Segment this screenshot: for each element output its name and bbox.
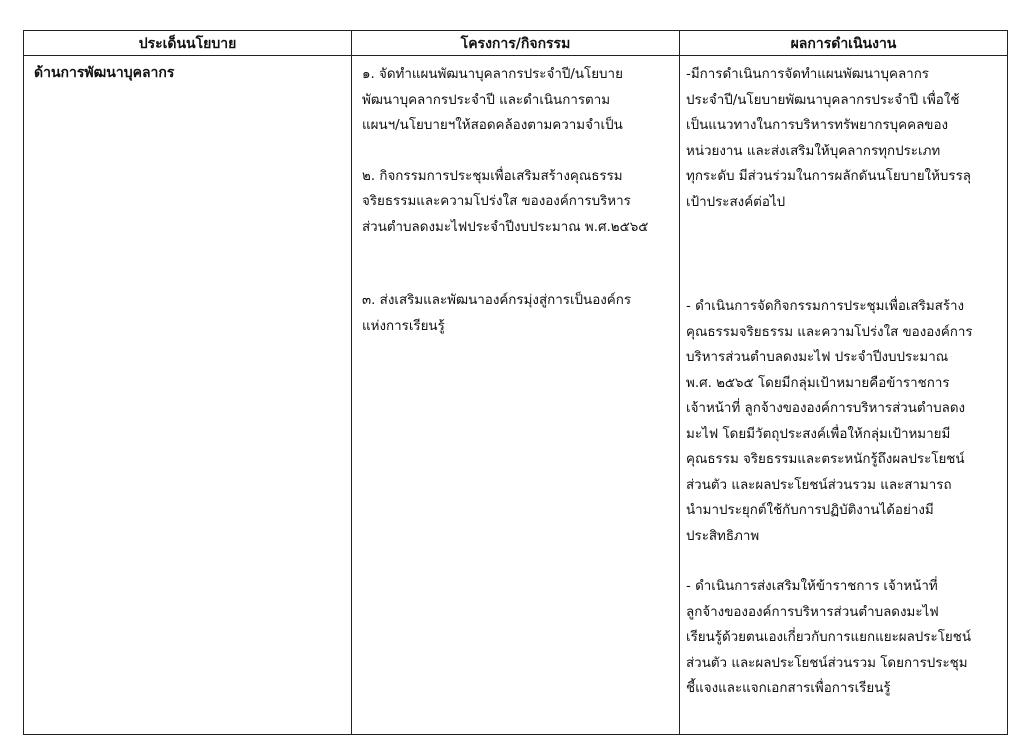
text-line: คุณธรรมจริยธรรม และความโปร่งใส ขององค์การ (686, 324, 973, 340)
text-line: ๑. จัดทำแผนพัฒนาบุคลากรประจำปี/นโยบาย (362, 67, 623, 82)
project-item-1 (362, 62, 673, 139)
text-line: ส่วนตำบลดงมะไฟประจำปีงบประมาณ พ.ศ.๒๕๖๕ (362, 219, 649, 235)
text-line: แผนฯ/นโยบายฯให้สอดคล้องตามความจำเป็น (362, 118, 623, 133)
text-line: - ดำเนินการส่งเสริมให้ข้าราชการ เจ้าหน้าที่ (686, 579, 938, 594)
text-line: เป็นแนวทางในการบริหารทรัพยากรบุคคลของ (686, 118, 949, 133)
text-line: - ดำเนินการจัดกิจกรรมการประชุมเพื่อเสริมสร้าง (686, 299, 965, 314)
text-line: ส่วนตัว และผลประโยชน์ส่วนรวม และสามารถ (686, 477, 952, 493)
projects-cell (352, 56, 680, 735)
text-line: แห่งการเรียนรู้ (362, 318, 445, 334)
text-line: เป้าประสงค์ต่อไป (686, 194, 786, 210)
text-line: ๓. ส่งเสริมและพัฒนาองค์กรมุ่งสู่การเป็นองค์กร (362, 293, 632, 308)
text-line: คุณธรรม จริยธรรมและตระหนักรู้ถึงผลประโยชน์ (686, 452, 965, 467)
text-line: เรียนรู้ด้วยตนเองเกี่ยวกับการแยกแยะผลประโยชน์ (686, 630, 971, 645)
text-line: จริยธรรมและความโปร่งใส ขององค์การบริหาร (362, 194, 631, 209)
project-item-3 (362, 288, 673, 339)
result-item-1 (686, 62, 1003, 215)
text-line: มะไฟ โดยมีวัตถุประสงค์เพื่อให้กลุ่มเป้าหมายมี (686, 426, 951, 442)
header-operation-results: ผลการดำเนินงาน (680, 31, 1008, 56)
header-projects-activities: โครงการ/กิจกรรม (352, 31, 680, 56)
text-line: ทุกระดับ มีส่วนร่วมในการผลักดันนโยบายให้บรรลุ (686, 169, 972, 184)
text-line: ส่วนตัว และผลประโยชน์ส่วนรวม โดยการประชุม (686, 655, 968, 671)
policy-name: ด้านการพัฒนาบุคลากร (34, 65, 175, 81)
project-item-2 (362, 164, 673, 241)
result-item-2 (686, 294, 1003, 549)
text-line: บริหารส่วนตำบลดงมะไฟ ประจำปีงบประมาณ (686, 350, 949, 365)
policy-cell (24, 56, 352, 735)
policy-results-table (23, 30, 1008, 735)
text-line: เจ้าหน้าที่ ลูกจ้างขององค์การบริหารส่วนตำบลดง (686, 401, 966, 416)
text-line: พ.ศ. ๒๕๖๕ โดยมีกลุ่มเป้าหมายคือข้าราชการ (686, 375, 950, 391)
text-line: ประสิทธิภาพ (686, 528, 760, 544)
text-line: พัฒนาบุคลากรประจำปี และดำเนินการตาม (362, 92, 611, 108)
text-line: ชี้แจงและแจกเอกสารเพื่อการเรียนรู้ (686, 681, 891, 696)
table-row (24, 56, 1008, 735)
text-line: ๒. กิจกรรมการประชุมเพื่อเสริมสร้างคุณธรรม (362, 168, 623, 184)
results-cell (680, 56, 1008, 735)
header-row (24, 31, 1008, 56)
text-line: นำมาประยุกต์ใช้กับการปฏิบัติงานได้อย่างมี (686, 503, 934, 518)
text-line: ประจำปี/นโยบายพัฒนาบุคลากรประจำปี เพื่อใช้ (686, 92, 960, 108)
text-line: หน่วยงาน และส่งเสริมให้บุคลากรทุกประเภท (686, 143, 941, 159)
text-line: ลูกจ้างขององค์การบริหารส่วนตำบลดงมะไฟ (686, 604, 939, 620)
header-policy-issue: ประเด็นนโยบาย (24, 31, 352, 56)
result-item-3 (686, 574, 1003, 702)
text-line: -มีการดำเนินการจัดทำแผนพัฒนาบุคลากร (686, 67, 929, 82)
